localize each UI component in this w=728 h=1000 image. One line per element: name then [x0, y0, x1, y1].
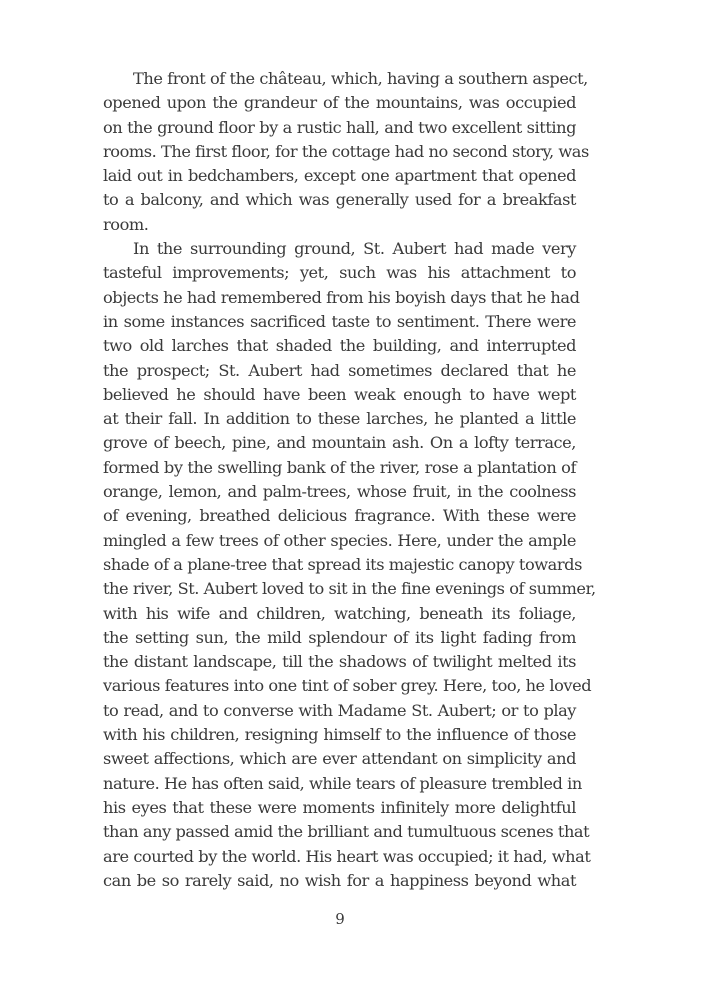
text-line: the river, St. Aubert loved to sit in the fine evenings of summer,: [103, 579, 596, 599]
text-line: can be so rarely said, no wish for a happiness beyond what: [103, 870, 576, 890]
text-line: his eyes that these were moments infinitely more delightful: [103, 797, 576, 817]
text-line: formed by the swelling bank of the river, rose a plantation of: [103, 457, 576, 477]
text-line: two old larches that shaded the building, and interrupted: [103, 336, 576, 356]
text-line: nature. He has often said, while tears of pleasure trembled in: [103, 773, 582, 793]
text-line: the prospect; St. Aubert had sometimes declared that he: [103, 360, 576, 380]
text-line: than any passed amid the brilliant and tumultuous scenes that: [103, 822, 590, 842]
text-line: mingled a few trees of other species. Here, under the ample: [103, 530, 576, 550]
paragraph: [103, 67, 589, 237]
text-line: the distant landscape, till the shadows of twilight melted its: [103, 652, 576, 672]
text-line: on the ground floor by a rustic hall, and two excellent sitting: [103, 117, 576, 137]
text-line: objects he had remembered from his boyish days that he had: [103, 287, 580, 307]
text-line: shade of a plane-tree that spread its majestic canopy towards: [103, 554, 582, 574]
text-line: opened upon the grandeur of the mountains, was occupied: [103, 93, 576, 113]
text-line: to read, and to converse with Madame St. Aubert; or to play: [103, 700, 576, 720]
text-line: with his wife and children, watching, beneath its foliage,: [103, 603, 576, 623]
text-line: The front of the château, which, having a southern aspect,: [133, 69, 588, 88]
text-line: In the surrounding ground, St. Aubert had made very: [133, 239, 576, 259]
text-line: believed he should have been weak enough to have wept: [103, 384, 576, 404]
text-line: orange, lemon, and palm-trees, whose fruit, in the coolness: [103, 482, 576, 502]
text-line: rooms. The first floor, for the cottage had no second story, was: [103, 141, 589, 161]
text-line: at their fall. In addition to these larches, he planted a little: [103, 409, 576, 429]
text-line: are courted by the world. His heart was occupied; it had, what: [103, 846, 591, 866]
text-line: tasteful improvements; yet, such was his attachment to: [103, 263, 576, 283]
page-number: 9: [335, 910, 345, 928]
paragraph: [103, 237, 596, 893]
text-line: sweet affections, which are ever attendant on simplicity and: [103, 749, 576, 769]
text-line: various features into one tint of sober grey. Here, too, he loved: [103, 676, 592, 696]
text-line: of evening, breathed delicious fragrance. With these were: [103, 506, 576, 526]
text-line: grove of beech, pine, and mountain ash. On a lofty terrace,: [103, 433, 576, 453]
text-line: laid out in bedchambers, except one apartment that opened: [103, 166, 576, 186]
text-line: with his children, resigning himself to the influence of those: [103, 725, 576, 745]
text-line: room.: [103, 214, 149, 234]
text-line: in some instances sacrificed taste to sentiment. There were: [103, 311, 576, 331]
text-line: to a balcony, and which was generally used for a breakfast: [103, 190, 576, 210]
page-body: [103, 67, 596, 893]
text-line: the setting sun, the mild splendour of its light fading from: [103, 627, 576, 647]
